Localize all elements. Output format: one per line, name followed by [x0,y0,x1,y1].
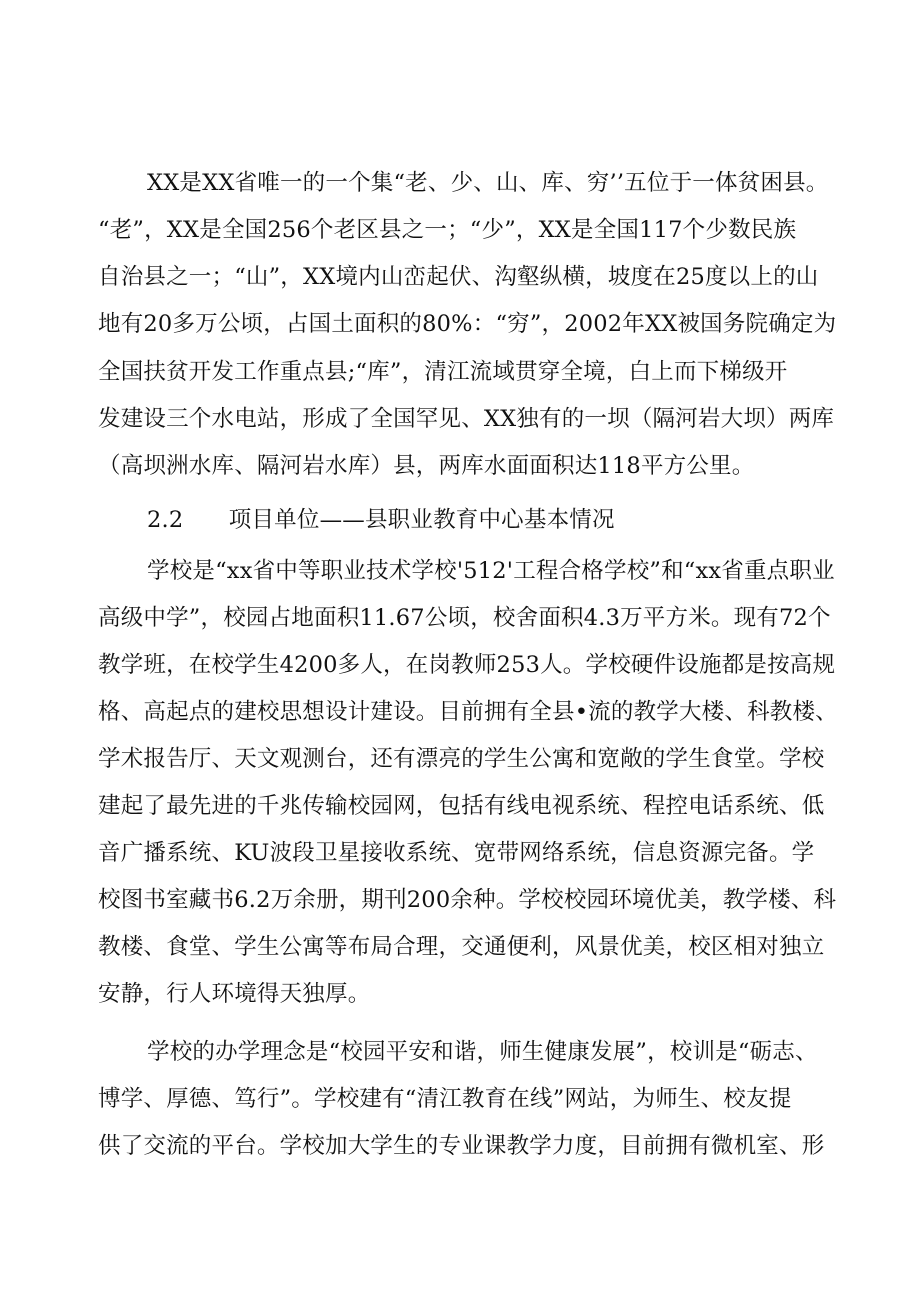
paragraph-1-line-3: 自治县之一；“山”，XX境内山峦起伏、沟壑纵横，坡度在25度以上的山 [98,264,819,290]
paragraph-2-line-6: 建起了最先进的千兆传输校园网，包括有线电视系统、程控电话系统、低 [98,793,825,819]
paragraph-2-line-7: 音广播系统、KU波段卫星接收系统、宽带网络系统，信息资源完备。学 [98,840,815,866]
paragraph-2-line-9: 教楼、食堂、学生公寓等布局合理，交通便利，风景优美，校区相对独立 [98,934,825,960]
paragraph-2-line-4: 格、高起点的建校思想设计建设。目前拥有全县•流的教学大楼、科教楼、 [98,699,838,725]
paragraph-2-line-2: 高级中学”，校园占地面积11.67公顷，校舍面积4.3万平方米。现有72个 [98,605,831,631]
section-heading: 2.2 项目单位——县职业教育中心基本情况 [147,507,615,533]
paragraph-2-line-3: 教学班，在校学生4200多人，在岗教师253人。学校硬件设施都是按高规 [98,652,836,678]
paragraph-2-line-10: 安静，行人环境得天独厚。 [98,981,371,1007]
paragraph-1-line-7: （高坝洲水库、隔河岩水库）县，两库水面面积达118平方公里。 [98,453,755,479]
paragraph-3-line-1: 学校的办学理念是“校园平安和谐，师生健康发展”，校训是“砺志、 [147,1039,818,1065]
paragraph-1-line-4: 地有20多万公顷，占国土面积的80%：“穷”，2002年XX被国务院确定为 [98,311,837,337]
paragraph-2-line-5: 学术报告厅、天文观测台，还有漂亮的学生公寓和宽敞的学生食堂。学校 [98,746,825,772]
paragraph-3-line-3: 供了交流的平台。学校加大学生的专业课教学力度，目前拥有微机室、形 [98,1133,825,1159]
paragraph-2-line-8: 校图书室藏书6.2万余册，期刊200余种。学校校园环境优美，教学楼、科 [98,887,837,913]
paragraph-1-line-6: 发建设三个水电站，形成了全国罕见、XX独有的一坝（隔河岩大坝）两库 [98,406,835,432]
paragraph-1-line-1: XX是XX省唯一的一个集“老、少、山、库、穷’’五位于一体贫困县。 [147,170,829,196]
paragraph-2-line-1: 学校是“xx省中等职业技术学校'512'工程合格学校”和“xx省重点职业 [147,558,835,584]
paragraph-1-line-5: 全国扶贫开发工作重点县;“库”，清江流域贯穿全境，白上而下梯级开 [98,359,788,385]
paragraph-1-line-2: “老”，XX是全国256个老区县之一；“少”，XX是全国117个少数民族 [98,217,797,243]
paragraph-3-line-2: 博学、厚德、笃行”。学校建有“清江教育在线”网站，为师生、校友提 [98,1086,792,1112]
